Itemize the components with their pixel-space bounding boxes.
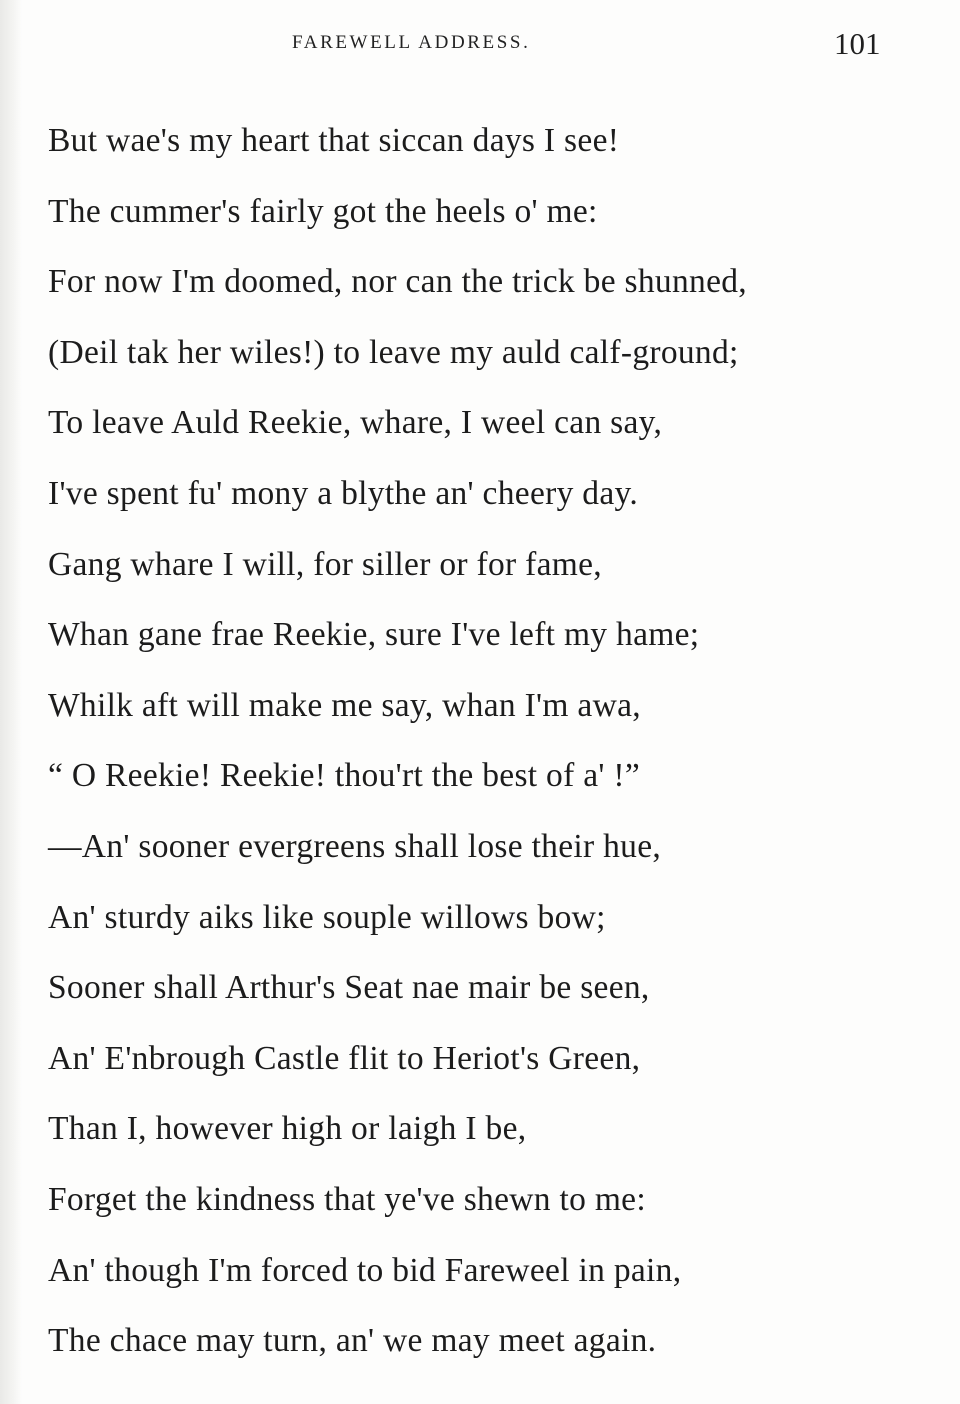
verse-line: But wae's my heart that siccan days I see! [48, 122, 620, 159]
page-gutter-shadow [0, 0, 22, 1404]
verse-line: —An' sooner evergreens shall lose their hue, [48, 827, 662, 865]
verse-line: The chace may turn, an' we may meet again. [48, 1322, 657, 1360]
page-number: 101 [834, 26, 881, 61]
running-head [0, 26, 960, 66]
verse-line: Gang whare I will, for siller or for fame, [48, 545, 602, 583]
verse-line: Whan gane frae Reekie, sure I've left my hame; [48, 616, 700, 654]
verse-line: An' sturdy aiks like souple willows bow; [48, 898, 606, 936]
verse-line: Forget the kindness that ye've shewn to me: [48, 1180, 646, 1218]
poem-verse [48, 106, 948, 1377]
verse-line: (Deil tak her wiles!) to leave my auld calf-ground; [48, 333, 739, 371]
verse-line: Sooner shall Arthur's Seat nae mair be seen, [48, 969, 650, 1007]
verse-line: Than I, however high or laigh I be, [48, 1110, 527, 1148]
verse-line: For now I'm doomed, nor can the trick be shunned, [48, 263, 747, 301]
running-title: FAREWELL ADDRESS. [292, 32, 531, 53]
verse-line: “ O Reekie! Reekie! thou'rt the best of a' !” [48, 757, 641, 795]
verse-line: An' E'nbrough Castle flit to Heriot's Green, [48, 1039, 641, 1077]
verse-line: I've spent fu' mony a blythe an' cheery day. [48, 474, 639, 512]
verse-line: Whilk aft will make me say, whan I'm awa, [48, 686, 641, 724]
verse-line: To leave Auld Reekie, whare, I weel can say, [48, 404, 663, 442]
verse-line: The cummer's fairly got the heels o' me: [48, 192, 598, 230]
verse-line: An' though I'm forced to bid Fareweel in pain, [48, 1251, 682, 1289]
